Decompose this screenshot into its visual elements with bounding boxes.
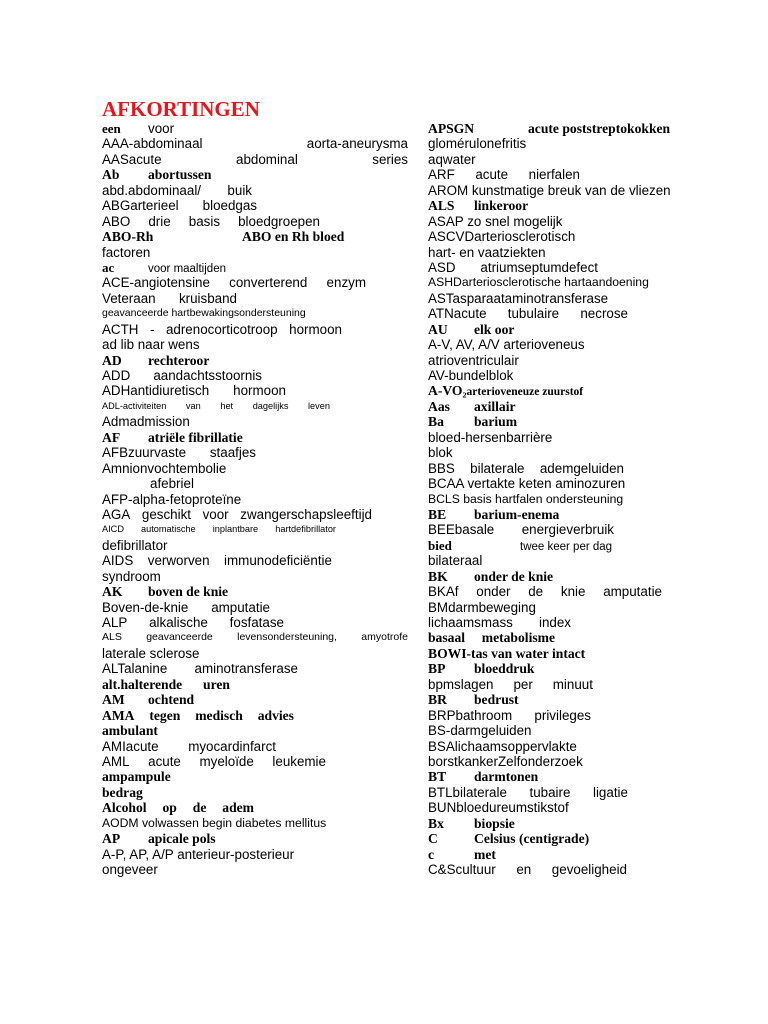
- entry-word: alkalische: [149, 615, 208, 630]
- abbreviation-entry: [102, 600, 270, 615]
- abbreviation-entry: [102, 152, 408, 167]
- entry-text: defibrillator: [102, 537, 168, 553]
- abbreviation-entry: [102, 275, 366, 290]
- entry-text: hart- en vaatziekten: [428, 244, 546, 260]
- entry-word: fosfatase: [229, 615, 284, 630]
- abbreviation-meaning: apicale pols: [148, 831, 216, 847]
- abbreviation-entry: [102, 353, 408, 368]
- entry-word: adem: [222, 800, 254, 816]
- abbreviation-meaning: onder de knie: [474, 568, 554, 584]
- entry-text: ASAP zo snel mogelijk: [428, 213, 563, 229]
- abbreviation-entry: [428, 816, 682, 831]
- abbreviation-entry: [102, 306, 408, 321]
- abbreviation-term: BR: [428, 692, 447, 708]
- abbreviation-entry: [102, 800, 254, 815]
- abbreviation-entry: [102, 430, 408, 445]
- abbreviation-entry: [102, 661, 298, 676]
- abbreviation-entry: [428, 476, 682, 491]
- entry-word: de: [192, 800, 207, 816]
- abbreviation-entry: [428, 214, 682, 229]
- entry-word: knie: [560, 584, 586, 600]
- entry-word: amputatie: [211, 599, 270, 615]
- abbreviation-term: AK: [102, 584, 123, 600]
- abbreviation-meaning: axillair: [474, 398, 516, 414]
- abbreviation-term: c: [428, 846, 435, 862]
- abbreviation-entry: [102, 538, 408, 553]
- entry-word: nierfalen: [528, 167, 580, 183]
- abbreviation-term: ac: [102, 259, 115, 275]
- entry-word: per: [513, 676, 533, 692]
- abbreviation-term: AU: [428, 321, 448, 337]
- entry-word: atriumseptumdefect: [480, 259, 598, 275]
- entry-word: Veteraan: [102, 290, 156, 306]
- entry-word: AMA: [102, 707, 135, 723]
- abbreviation-term: een: [102, 121, 121, 136]
- entry-word: enzym: [326, 275, 366, 291]
- entry-text: BCLS basis hartfalen ondersteuning: [428, 491, 624, 506]
- entry-word: -: [149, 321, 155, 337]
- abbreviation-entry: [102, 723, 408, 738]
- abbreviation-entry: [428, 785, 628, 800]
- entry-word: uren: [203, 676, 230, 692]
- abbreviation-column-left: [102, 121, 408, 877]
- entry-word: index: [538, 615, 571, 630]
- entry-word: acute: [475, 167, 509, 183]
- abbreviation-entry: [428, 538, 682, 553]
- abbreviation-entry: [102, 785, 408, 800]
- abbreviation-meaning: boven de knie: [148, 584, 229, 600]
- abbreviation-entry: [102, 121, 408, 136]
- abbreviation-entry: [102, 337, 408, 352]
- abbreviation-term: A-VO₂: [428, 383, 467, 399]
- entry-text: ASTasparaataminotransferase: [428, 290, 609, 306]
- abbreviation-entry: [102, 507, 372, 522]
- entry-text: ambulant: [102, 723, 158, 739]
- abbreviation-meaning: abortussen: [148, 167, 212, 183]
- entry-text: glomérulonefritis: [428, 136, 527, 152]
- abbreviation-entry: [428, 291, 682, 306]
- entry-word: minuut: [552, 676, 593, 692]
- abbreviation-entry: [428, 739, 682, 754]
- abbreviation-entry: [428, 569, 682, 584]
- entry-text: BMdarmbeweging: [428, 599, 536, 615]
- entry-word: series: [372, 151, 408, 167]
- entry-word: buik: [227, 182, 252, 198]
- abbreviation-term: bied: [428, 537, 452, 553]
- abbreviation-meaning: barium: [474, 414, 518, 430]
- entry-word: metabolisme: [481, 630, 555, 646]
- entry-word: acute: [148, 753, 181, 769]
- abbreviation-entry: [428, 522, 614, 537]
- abbreviation-entry: [102, 198, 257, 213]
- entry-word: abdominal: [236, 151, 298, 167]
- abbreviation-entry: [428, 507, 682, 522]
- abbreviation-entry: [102, 414, 408, 429]
- entry-word: kruisband: [178, 290, 237, 306]
- entry-word: advies: [257, 707, 294, 723]
- abbreviation-meaning: linkeroor: [474, 198, 529, 214]
- entry-word: bilaterale: [470, 460, 525, 476]
- abbreviation-column-right: [428, 121, 682, 877]
- entry-word: AML: [102, 753, 130, 769]
- entry-text: A-V, AV, A/V arterioveneus: [428, 337, 585, 353]
- entry-text: borstkankerZelfonderzoek: [428, 753, 583, 769]
- abbreviation-entry: [428, 677, 593, 692]
- abbreviation-entry: [102, 677, 230, 692]
- entry-word: aandachtsstoornis: [153, 368, 262, 383]
- abbreviation-entry: [102, 368, 262, 383]
- abbreviation-entry: [428, 337, 682, 352]
- abbreviation-entry: [428, 245, 682, 260]
- entry-text: bloed-hersenbarrière: [428, 429, 553, 445]
- entry-text: ASHDarteriosclerotische hartaandoening: [428, 275, 649, 290]
- entry-word: leukemie: [272, 753, 326, 769]
- abbreviation-term: AP: [102, 831, 121, 847]
- entry-word: Alcohol: [102, 800, 147, 816]
- abbreviation-entry: [428, 646, 682, 661]
- abbreviation-term: BP: [428, 661, 446, 677]
- entry-text: factoren: [102, 244, 151, 260]
- abbreviation-meaning: acute poststreptokokken: [528, 121, 671, 136]
- entry-word: zwangerschapsleeftijd: [240, 506, 372, 522]
- entry-text: ASCVDarteriosclerotisch: [428, 229, 576, 245]
- abbreviation-entry: [102, 167, 408, 182]
- abbreviation-term: AF: [102, 429, 121, 445]
- entry-word: ACE-angiotensine: [102, 275, 210, 291]
- entry-word: ligatie: [592, 784, 628, 800]
- entry-word: ACTH: [102, 321, 139, 337]
- entry-word: converterend: [229, 275, 308, 291]
- entry-word: verworven: [147, 553, 210, 569]
- abbreviation-term: Bx: [428, 815, 444, 831]
- entry-word: ARF: [428, 167, 455, 183]
- abbreviation-term: BE: [428, 506, 447, 522]
- abbreviation-term: APSGN: [428, 121, 475, 136]
- abbreviation-term: AM: [102, 692, 125, 708]
- abbreviation-entry: [428, 353, 682, 368]
- abbreviation-entry: [102, 630, 408, 645]
- abbreviation-meaning: darmtonen: [474, 769, 539, 785]
- entry-word: amyotrofe: [361, 631, 408, 644]
- entry-text: BSAlichaamsoppervlakte: [428, 738, 577, 754]
- entry-word: privileges: [534, 707, 591, 723]
- entry-word: BTLbilaterale: [428, 784, 507, 800]
- entry-word: ADL-activiteiten: [102, 400, 167, 411]
- entry-text: Amnionvochtembolie: [102, 460, 227, 476]
- abbreviation-term: BK: [428, 568, 448, 584]
- abbreviation-meaning: biopsie: [474, 815, 515, 831]
- abbreviation-meaning: met: [474, 846, 496, 862]
- abbreviation-entry: [102, 522, 336, 537]
- abbreviation-entry: [428, 492, 682, 507]
- entry-word: leven: [308, 400, 330, 411]
- entry-text: BOWI-tas van water intact: [428, 645, 586, 661]
- abbreviation-entry: [428, 383, 682, 398]
- entry-text: BS-darmgeluiden: [428, 723, 532, 739]
- abbreviation-entry: [102, 245, 408, 260]
- entry-word: BKAf: [428, 584, 459, 600]
- entry-word: aorta-aneurysma: [306, 136, 408, 152]
- entry-text: A-P, AP, A/P anterieur-posterieur: [102, 846, 295, 862]
- abbreviation-entry: [428, 198, 682, 213]
- page-title: AFKORTINGEN: [102, 97, 260, 121]
- entry-word: ASD: [428, 259, 456, 275]
- abbreviation-term: ABO-Rh: [102, 229, 154, 245]
- abbreviation-entry: [428, 584, 662, 599]
- abbreviation-term: Ba: [428, 414, 444, 430]
- abbreviation-entry: [102, 492, 408, 507]
- entry-word: ademgeluiden: [539, 460, 624, 476]
- abbreviation-entry: [428, 831, 682, 846]
- entry-word: AASacute: [102, 151, 162, 167]
- entry-text: syndroom: [102, 568, 161, 584]
- abbreviation-entry: [428, 630, 555, 645]
- entry-word: hormoon: [233, 383, 286, 399]
- entry-text: BUNbloedureumstikstof: [428, 800, 569, 816]
- entry-word: immunodeficiëntie: [224, 553, 332, 569]
- abbreviation-entry: [102, 831, 408, 846]
- abbreviation-entry: [102, 445, 256, 460]
- abbreviation-meaning: atriële fibrillatie: [148, 429, 243, 445]
- entry-word: het: [220, 400, 234, 411]
- entry-text: ongeveer: [102, 862, 158, 877]
- entry-word: C&Scultuur: [428, 862, 496, 877]
- entry-word: ABGarterieel: [102, 198, 179, 214]
- entry-word: amputatie: [603, 584, 662, 600]
- entry-word: op: [162, 800, 177, 816]
- entry-word: medisch: [195, 707, 243, 723]
- abbreviation-meaning: bedrust: [474, 692, 519, 708]
- abbreviation-entry: [428, 322, 682, 337]
- entry-word: AGA: [102, 506, 131, 522]
- abbreviation-entry: [428, 430, 682, 445]
- entry-word: hartdefibrillator: [275, 524, 336, 535]
- abbreviation-entry: [428, 399, 682, 414]
- abbreviation-entry: [428, 847, 682, 862]
- entry-word: myeloïde: [199, 753, 254, 769]
- entry-word: aminotransferase: [194, 661, 298, 677]
- entry-word: necrose: [580, 306, 628, 322]
- abbreviation-entry: [102, 739, 276, 754]
- abbreviation-meaning: bloeddruk: [474, 661, 535, 677]
- abbreviation-meaning: rechteroor: [148, 352, 210, 368]
- entry-text: ampampule: [102, 769, 171, 785]
- abbreviation-entry: [428, 553, 682, 568]
- abbreviation-entry: [428, 615, 571, 630]
- entry-text: AV-bundelblok: [428, 368, 514, 383]
- abbreviation-entry: [102, 476, 408, 491]
- entry-text: Admadmission: [102, 414, 190, 430]
- abbreviation-entry: [428, 306, 628, 321]
- entry-word: geschikt: [141, 506, 191, 522]
- abbreviation-term: C: [428, 831, 438, 847]
- entry-word: staafjes: [209, 445, 256, 461]
- abbreviation-entry: [102, 754, 326, 769]
- entry-word: onder: [476, 584, 511, 600]
- entry-word: bloedgroepen: [238, 213, 320, 229]
- abbreviation-entry: [428, 600, 682, 615]
- abbreviation-entry: [102, 136, 408, 151]
- entry-word: ADHantidiuretisch: [102, 383, 210, 399]
- entry-word: energieverbruik: [521, 522, 614, 538]
- abbreviation-entry: [428, 183, 682, 198]
- abbreviation-entry: [428, 800, 682, 815]
- entry-word: basaal: [428, 630, 466, 646]
- entry-text: laterale sclerose: [102, 645, 200, 661]
- abbreviation-meaning: voor maaltijden: [148, 262, 226, 275]
- abbreviation-entry: [428, 260, 598, 275]
- abbreviation-meaning: Celsius (centigrade): [474, 831, 590, 847]
- entry-word: van: [185, 400, 201, 411]
- entry-word: basis: [188, 213, 221, 229]
- abbreviation-meaning: barium-enema: [474, 506, 560, 522]
- abbreviation-entry: [102, 569, 408, 584]
- entry-word: tubulaire: [507, 306, 560, 322]
- entry-word: ALS: [102, 631, 122, 644]
- abbreviation-entry: [102, 816, 408, 831]
- entry-word: gevoeligheid: [551, 862, 627, 877]
- abbreviation-meaning: twee keer per dag: [520, 540, 613, 553]
- abbreviation-entry: [428, 152, 682, 167]
- abbreviation-term: AD: [102, 352, 122, 368]
- abbreviation-entry: [102, 383, 286, 398]
- entry-text: aqwater: [428, 151, 476, 167]
- abbreviation-term: Ab: [102, 167, 120, 183]
- entry-word: automatische: [141, 524, 196, 535]
- entry-text: bilateraal: [428, 553, 483, 569]
- abbreviation-entry: [428, 769, 682, 784]
- abbreviation-meaning: elk oor: [474, 321, 515, 337]
- entry-word: abd.abdominaal/: [102, 182, 202, 198]
- entry-text: AROM kunstmatige breuk van de vliezen: [428, 182, 671, 198]
- entry-word: ALP: [102, 615, 128, 630]
- abbreviation-entry: [102, 708, 294, 723]
- abbreviation-entry: [102, 461, 408, 476]
- abbreviation-meaning: ochtend: [148, 692, 195, 708]
- abbreviation-entry: [428, 661, 682, 676]
- abbreviation-entry: [102, 692, 408, 707]
- entry-word: dagelijks: [252, 400, 289, 411]
- entry-text: ad lib naar wens: [102, 337, 200, 353]
- entry-word: geavanceerde: [146, 631, 213, 644]
- entry-text: blok: [428, 445, 453, 461]
- abbreviation-entry: [428, 862, 627, 877]
- entry-word: BBS: [428, 460, 455, 476]
- entry-word: AFBzuurvaste: [102, 445, 187, 461]
- abbreviation-entry: [428, 229, 682, 244]
- entry-word: inplantbare: [212, 524, 259, 535]
- entry-word: drie: [148, 213, 171, 229]
- abbreviation-entry: [102, 291, 237, 306]
- entry-word: lichaamsmass: [428, 615, 513, 630]
- abbreviation-entry: [102, 615, 284, 630]
- abbreviation-meaning: voor: [148, 121, 175, 136]
- entry-word: BRPbathroom: [428, 707, 513, 723]
- abbreviation-entry: [428, 692, 682, 707]
- abbreviation-entry: [102, 646, 408, 661]
- entry-word: levensondersteuning,: [237, 631, 337, 644]
- abbreviation-term: ALS: [428, 198, 455, 214]
- abbreviation-entry: [102, 769, 408, 784]
- entry-text: geavanceerde hartbewakingsondersteuning: [102, 307, 306, 320]
- abbreviation-entry: [428, 723, 682, 738]
- abbreviation-meaning: ABO en Rh bloed: [242, 229, 345, 245]
- entry-text: bedrag: [102, 784, 143, 800]
- entry-text: atrioventriculair: [428, 352, 519, 368]
- entry-word: bloedgas: [202, 198, 257, 214]
- abbreviation-entry: [102, 229, 408, 244]
- entry-word: myocardinfarct: [188, 738, 276, 754]
- entry-word: en: [516, 862, 532, 877]
- abbreviation-entry: [102, 399, 330, 414]
- entry-word: hormoon: [289, 321, 342, 337]
- abbreviation-entry: [428, 414, 682, 429]
- entry-text: AFP-alpha-fetoproteïne: [102, 491, 242, 507]
- abbreviation-entry: [102, 260, 408, 275]
- entry-word: ATNacute: [428, 306, 487, 322]
- abbreviation-entry: [102, 322, 342, 337]
- abbreviation-entry: [428, 121, 682, 136]
- entry-word: ABO: [102, 213, 131, 229]
- entry-word: alt.halterende: [102, 676, 183, 692]
- abbreviation-entry: [428, 754, 682, 769]
- abbreviation-entry: [428, 368, 682, 383]
- entry-text: AODM volwassen begin diabetes mellitus: [102, 815, 327, 830]
- entry-word: AIDS: [102, 553, 134, 569]
- abbreviation-entry: [102, 847, 408, 862]
- entry-word: voor: [202, 506, 229, 522]
- abbreviation-entry: [428, 136, 682, 151]
- abbreviation-entry: [428, 275, 682, 290]
- entry-word: tegen: [149, 707, 181, 723]
- entry-word: de: [528, 584, 544, 600]
- entry-word: BEEbasale: [428, 522, 495, 538]
- abbreviation-entry: [102, 553, 332, 568]
- entry-text: BCAA vertakte keten aminozuren: [428, 476, 626, 492]
- abbreviation-entry: [428, 461, 624, 476]
- abbreviation-entry: [102, 214, 320, 229]
- abbreviation-entry: [102, 584, 408, 599]
- abbreviation-entry: [428, 445, 682, 460]
- entry-word: bpmslagen: [428, 676, 494, 692]
- entry-text: afebriel: [150, 476, 194, 492]
- entry-word: ADD: [102, 368, 131, 383]
- entry-word: ALTalanine: [102, 661, 168, 677]
- entry-word: AAA-abdominaal: [102, 136, 203, 152]
- entry-word: adrenocorticotroop: [165, 321, 278, 337]
- abbreviation-entry: [102, 862, 408, 877]
- abbreviation-entry: [428, 167, 580, 182]
- entry-word: AICD: [102, 524, 124, 535]
- abbreviation-term: BT: [428, 769, 447, 785]
- entry-word: Boven-de-knie: [102, 599, 189, 615]
- abbreviation-term: Aas: [428, 398, 450, 414]
- abbreviation-entry: [102, 183, 252, 198]
- abbreviation-entry: [428, 708, 591, 723]
- entry-word: tubaire: [529, 784, 571, 800]
- entry-word: AMIacute: [102, 738, 159, 754]
- abbreviation-meaning: arterioveneuze zuurstof: [466, 386, 584, 399]
